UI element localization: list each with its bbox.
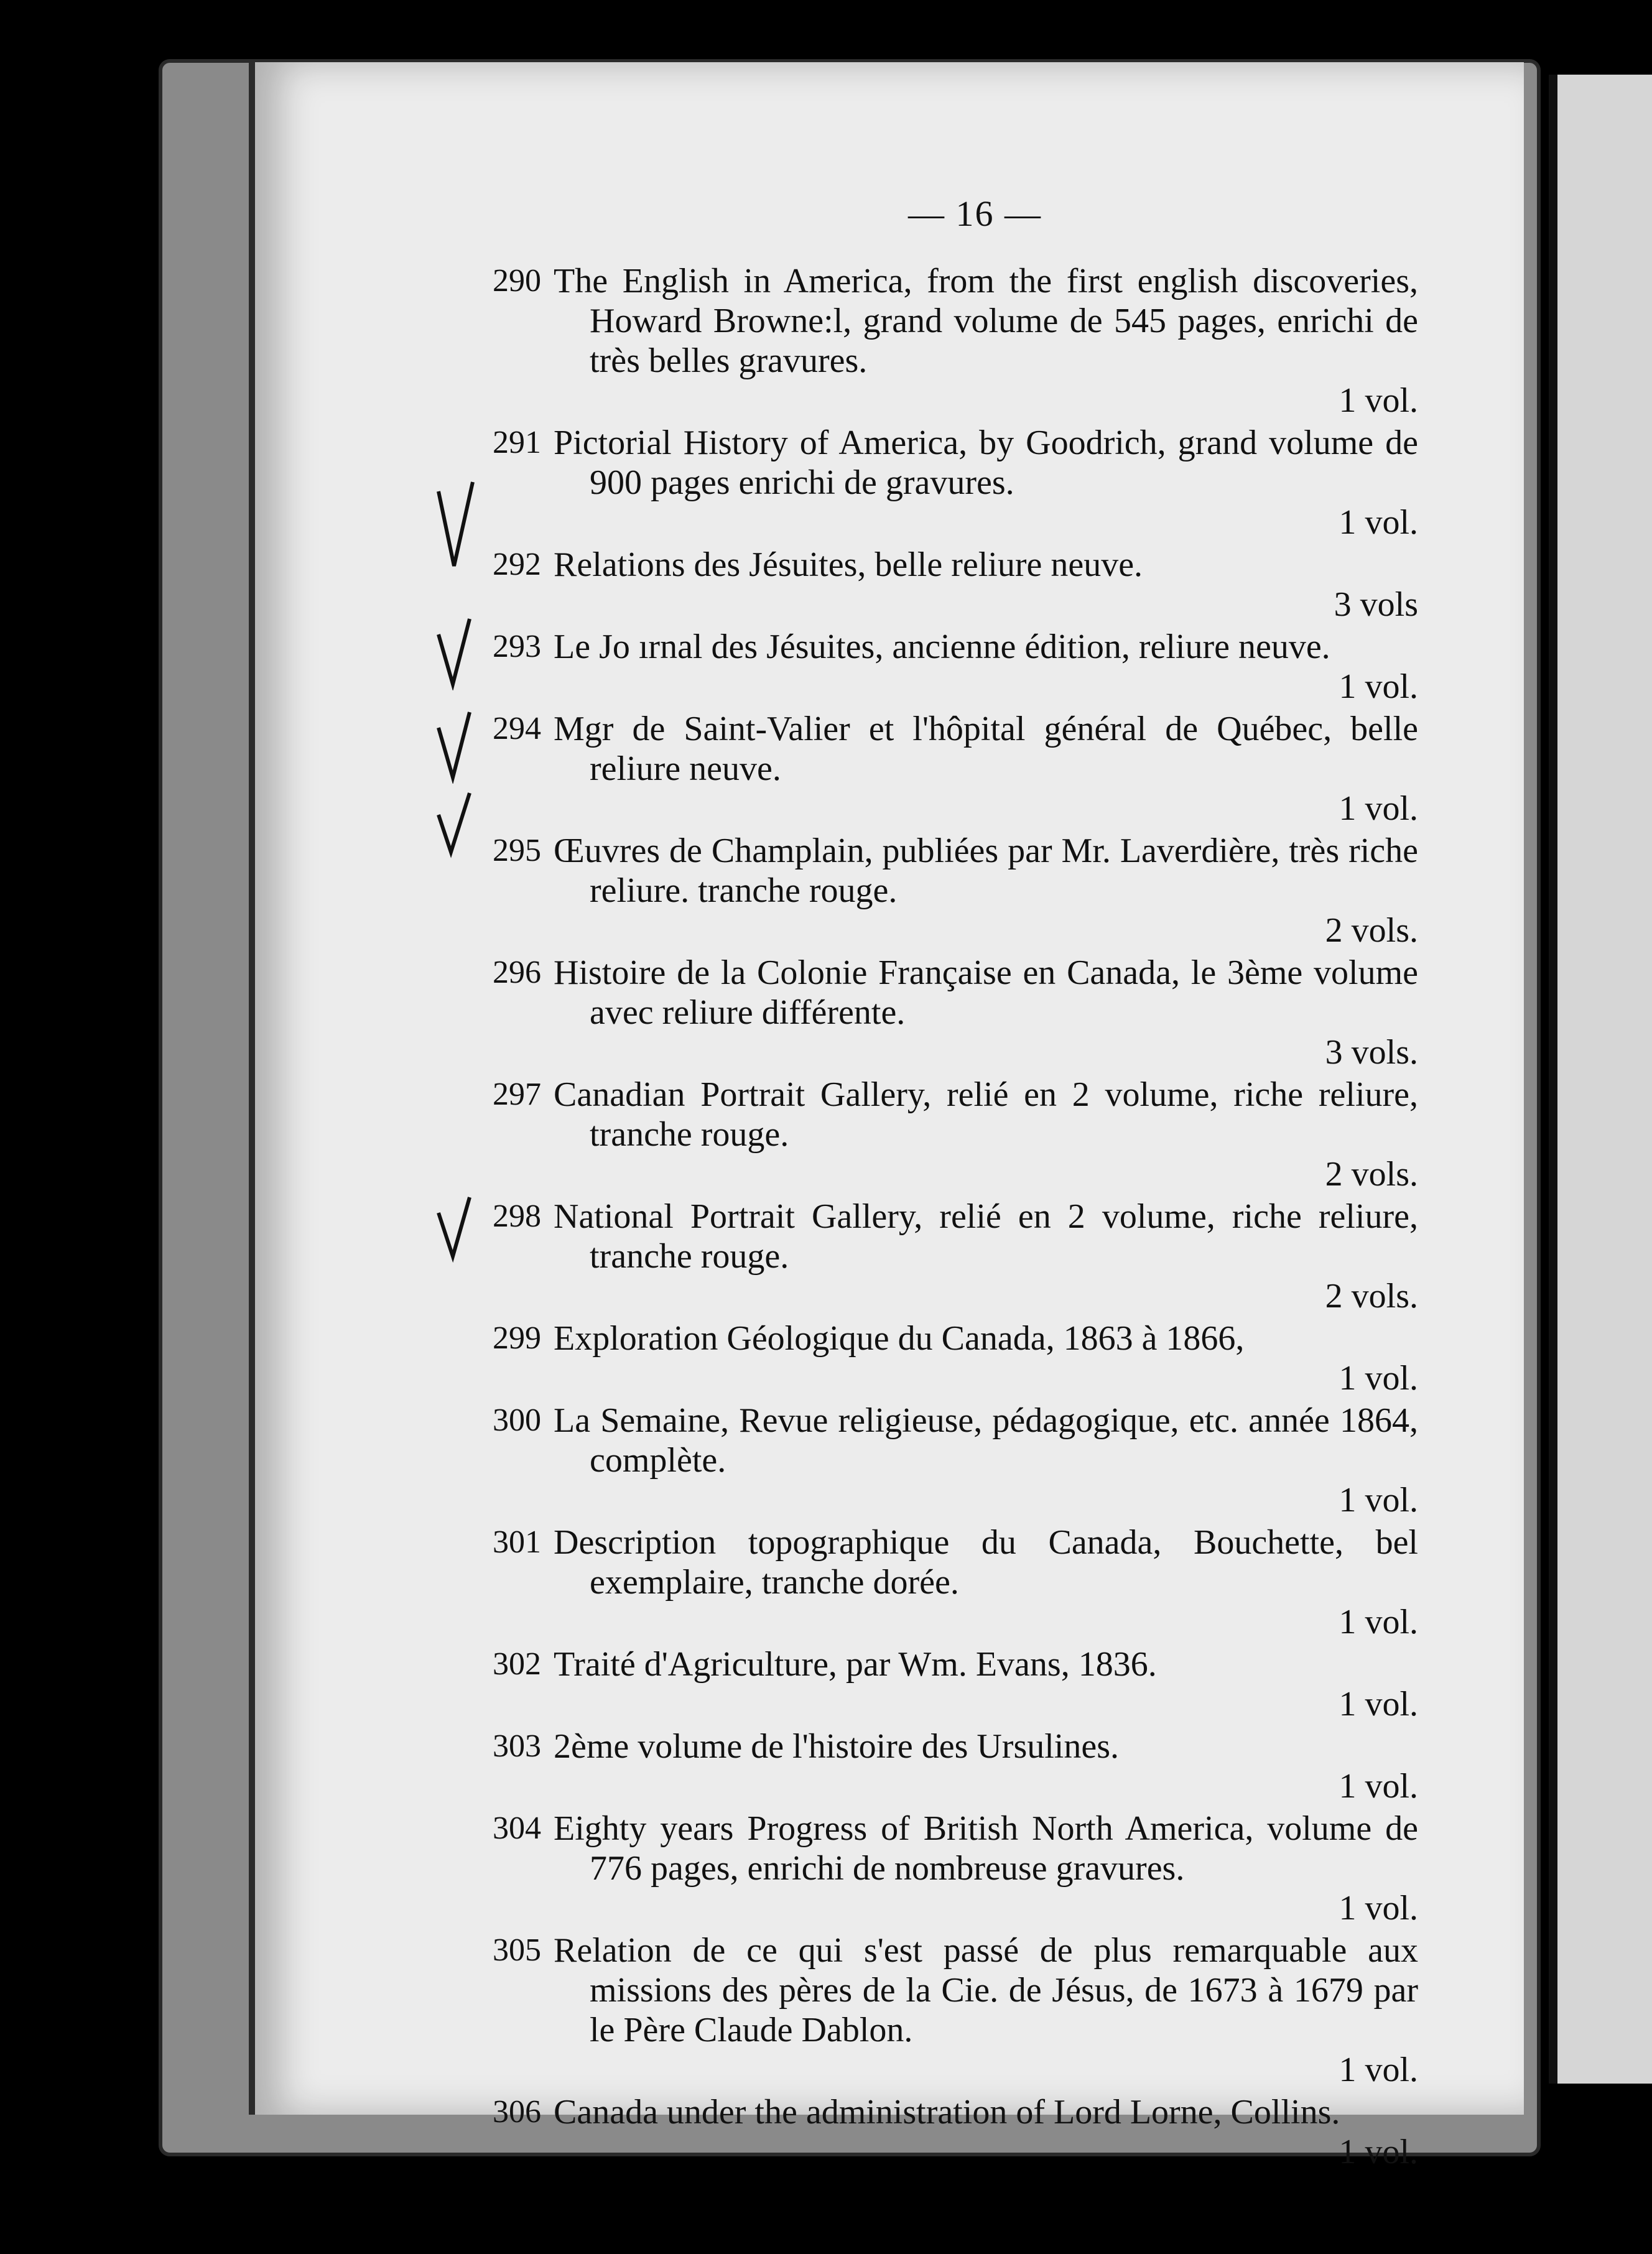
entry-description xyxy=(554,1401,1418,1520)
entry-number: 290 xyxy=(493,263,541,299)
entry-description xyxy=(554,1809,1418,1928)
entry-description xyxy=(554,261,1418,420)
entry-title: Traité d'Agriculture, par Wm. Evans, 1836. xyxy=(554,1645,1157,1684)
entry-quantity: 1 vol. xyxy=(1339,1889,1418,1927)
catalogue-entry xyxy=(493,545,1418,624)
facing-page-edge xyxy=(1549,75,1652,2084)
entry-title: Relation de ce qui s'est passé de plus remarquable aux missions des pères de la Cie. de Jésus, de 1673 à 1679 par le Père Claude Dablon. xyxy=(554,1931,1418,2049)
entry-description xyxy=(554,1727,1418,1806)
entry-quantity: 1 vol. xyxy=(1339,1767,1418,1806)
entry-title: 2ème volume de l'histoire des Ursulines. xyxy=(554,1727,1120,1766)
catalogue-entry xyxy=(493,627,1418,707)
catalogue-entry xyxy=(493,1401,1418,1520)
handwritten-checkmarks xyxy=(435,0,510,2254)
entry-number: 295 xyxy=(493,833,541,868)
entry-title: Exploration Géologique du Canada, 1863 à 1866, xyxy=(554,1319,1245,1358)
entry-title: Œuvres de Champlain, publiées par Mr. Laverdière, très riche reliure. tranche rouge. xyxy=(554,832,1418,910)
catalogue-entry xyxy=(493,831,1418,950)
entry-quantity: 1 vol. xyxy=(1339,2133,1418,2171)
catalogue-entry xyxy=(493,423,1418,542)
catalogue-entry xyxy=(493,709,1418,828)
catalogue-entry xyxy=(493,1319,1418,1398)
entry-number: 292 xyxy=(493,547,541,582)
entry-quantity: 2 vols. xyxy=(1325,1277,1418,1315)
entry-quantity: 1 vol. xyxy=(1339,381,1418,420)
entry-number: 302 xyxy=(493,1646,541,1682)
entry-number: 297 xyxy=(493,1077,541,1112)
entry-quantity: 1 vol. xyxy=(1339,1359,1418,1398)
entry-description xyxy=(554,1319,1418,1398)
catalogue-entries xyxy=(493,261,1418,2174)
entry-number: 299 xyxy=(493,1320,541,1356)
entry-description xyxy=(554,953,1418,1072)
entry-quantity: 2 vols. xyxy=(1325,1155,1418,1194)
entry-description xyxy=(554,1197,1418,1316)
entry-number: 301 xyxy=(493,1524,541,1560)
entry-number: 300 xyxy=(493,1403,541,1438)
entry-title: Histoire de la Colonie Française en Canada, le 3ème volume avec reliure différente. xyxy=(554,953,1418,1032)
entry-number: 294 xyxy=(493,711,541,746)
entry-number: 291 xyxy=(493,425,541,460)
entry-quantity: 1 vol. xyxy=(1339,789,1418,828)
catalogue-entry xyxy=(493,2092,1418,2172)
entry-number: 304 xyxy=(493,1811,541,1846)
entry-description xyxy=(554,709,1418,828)
entry-description xyxy=(554,627,1418,707)
catalogue-entry xyxy=(493,1644,1418,1724)
entry-description xyxy=(554,545,1418,624)
catalogue-entry xyxy=(493,1727,1418,1806)
entry-title: Description topographique du Canada, Bouchette, bel exemplaire, tranche dorée. xyxy=(554,1523,1418,1602)
entry-title: Eighty years Progress of British North America, volume de 776 pages, enrichi de nombreuse gravures. xyxy=(554,1809,1418,1888)
entry-quantity: 1 vol. xyxy=(1339,1481,1418,1519)
entry-title: The English in America, from the first english discoveries, Howard Browne:l, grand volume de 545 pages, enrichi de très belles gravures. xyxy=(554,262,1418,380)
entry-title: Mgr de Saint-Valier et l'hôpital général de Québec, belle reliure neuve. xyxy=(554,710,1418,788)
entry-description xyxy=(554,1075,1418,1194)
entry-quantity: 1 vol. xyxy=(1339,667,1418,706)
entry-number: 296 xyxy=(493,955,541,990)
page-number: — 16 — xyxy=(908,193,1042,234)
catalogue-entry xyxy=(493,261,1418,420)
entry-description xyxy=(554,1931,1418,2090)
entry-title: National Portrait Gallery, relié en 2 volume, riche reliure, tranche rouge. xyxy=(554,1197,1418,1276)
entry-description xyxy=(554,1644,1418,1724)
catalogue-entry xyxy=(493,1809,1418,1928)
catalogue-entry xyxy=(493,953,1418,1072)
entry-quantity: 3 vols xyxy=(1334,585,1418,624)
entry-title: Pictorial History of America, by Goodrich, grand volume de 900 pages enrichi de gravures. xyxy=(554,424,1418,502)
entry-number: 293 xyxy=(493,629,541,664)
entry-quantity: 2 vols. xyxy=(1325,911,1418,950)
entry-quantity: 1 vol. xyxy=(1339,503,1418,542)
entry-title: Le Jo ırnal des Jésuites, ancienne édition, reliure neuve. xyxy=(554,628,1330,666)
entry-title: Canada under the administration of Lord Lorne, Collins. xyxy=(554,2093,1340,2131)
entry-title: La Semaine, Revue religieuse, pédagogique, etc. année 1864, complète. xyxy=(554,1401,1418,1480)
entry-number: 303 xyxy=(493,1728,541,1764)
entry-quantity: 1 vol. xyxy=(1339,1603,1418,1641)
catalogue-entry xyxy=(493,1523,1418,1642)
entry-title: Canadian Portrait Gallery, relié en 2 volume, riche reliure, tranche rouge. xyxy=(554,1075,1418,1154)
entry-number: 305 xyxy=(493,1932,541,1968)
entry-description xyxy=(554,2092,1418,2172)
entry-description xyxy=(554,831,1418,950)
entry-number: 306 xyxy=(493,2094,541,2130)
entry-title: Relations des Jésuites, belle reliure neuve. xyxy=(554,545,1143,584)
catalogue-entry xyxy=(493,1931,1418,2090)
entry-quantity: 1 vol. xyxy=(1339,1685,1418,1723)
entry-description xyxy=(554,423,1418,542)
entry-quantity: 1 vol. xyxy=(1339,2051,1418,2089)
catalogue-entry xyxy=(493,1197,1418,1316)
entry-quantity: 3 vols. xyxy=(1325,1033,1418,1072)
entry-number: 298 xyxy=(493,1199,541,1234)
entry-description xyxy=(554,1523,1418,1642)
catalogue-entry xyxy=(493,1075,1418,1194)
